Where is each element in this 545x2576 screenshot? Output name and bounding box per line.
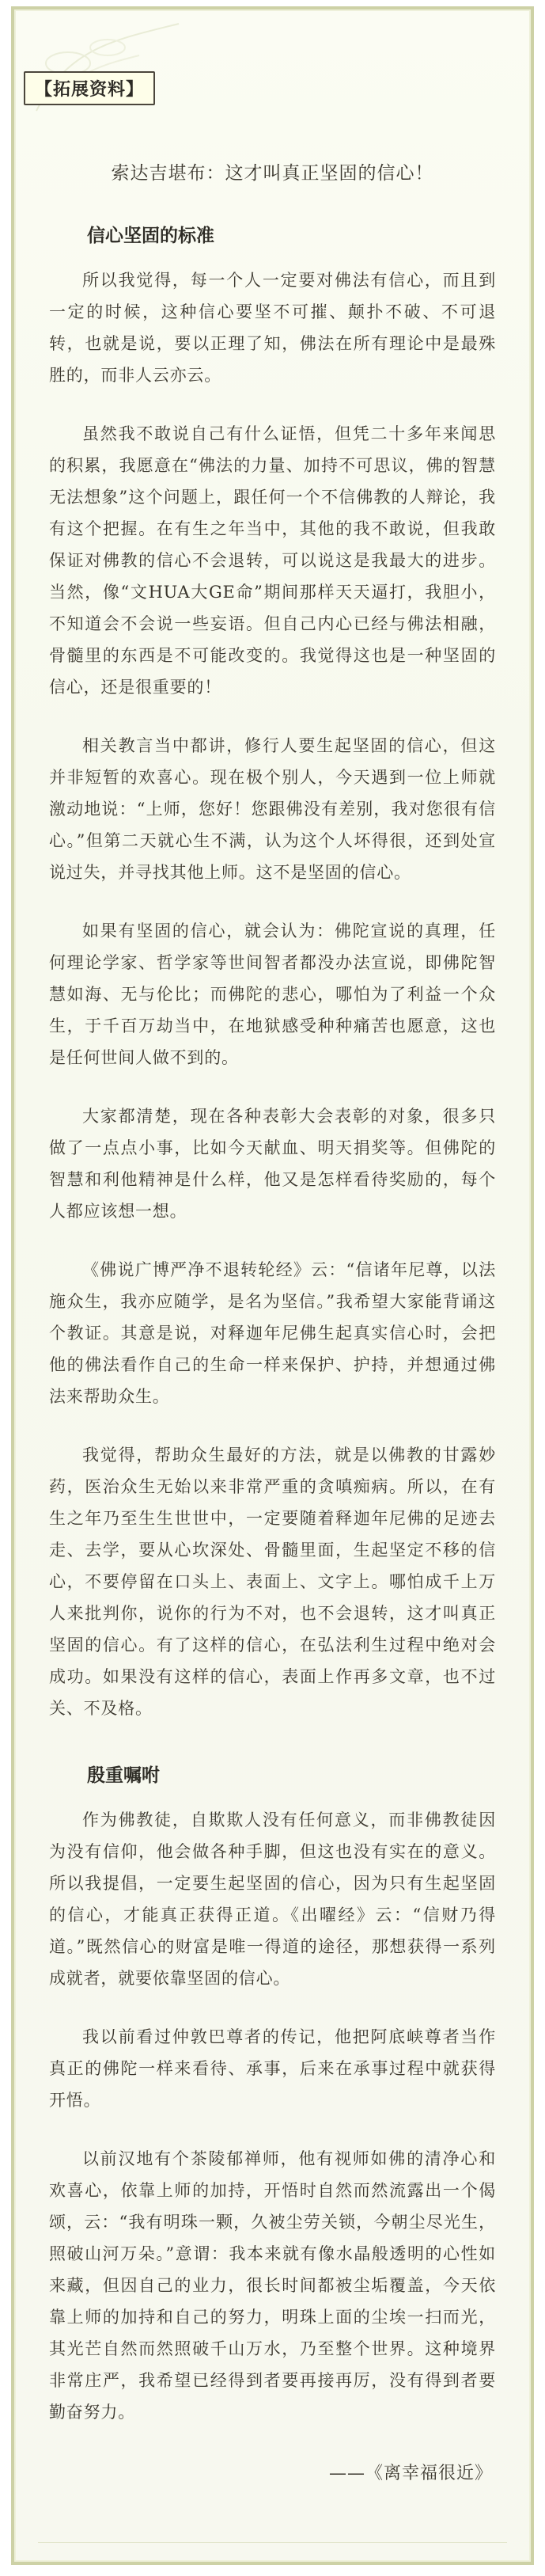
article-card (11, 6, 534, 2565)
section-earnest-advice (49, 1761, 496, 2428)
section-firm-faith (49, 221, 496, 1724)
divider (38, 2542, 507, 2543)
paragraph: 作为佛教徒，自欺欺人没有任何意义，而非佛教徒因为没有信仰，他会做各种手脚，但这也没有实在的意义。所以我提倡，一定要生起坚固的信心，因为只有生起坚固的信心，才能真正获得正道。《出曜经》云：“信财乃得道。”既然信心的财富是唯一得道的途径，那想获得一系列成就者，就要依靠坚固的信心。 (49, 1810, 496, 1988)
article-title: 索达吉堪布：这才叫真正坚固的信心！ (111, 163, 434, 184)
paragraph: 相关教言当中都讲，修行人要生起坚固的信心，但这并非短暂的欢喜心。现在极个别人，今天遇到一位上师就激动地说：“上师，您好！您跟佛没有差别，我对您很有信心。”但第二天就心生不满，认为这个人坏得很，还到处宣说过失，并寻找其他上师。这不是坚固的信心。 (49, 736, 496, 882)
section-heading: 殷重嘱咐 (87, 1765, 160, 1786)
section-heading: 信心坚固的标准 (87, 226, 214, 246)
paragraph: 虽然我不敢说自己有什么证悟，但凭二十多年来闻思的积累，我愿意在“佛法的力量、加持不可思议，佛的智慧无法想象”这个问题上，跟任何一个不信佛教的人辩论，我有这个把握。在有生之年当中，其他的我不敢说，但我敢保证对佛教的信心不会退转，可以说这是我最大的进步。当然，像“文HUA大GE命”期间那样天天逼打，我胆小，不知道会不会说一些妄语。但自己内心已经与佛法相融，骨髓里的东西是不可能改变的。我觉得这也是一种坚固的信心，还是很重要的！ (49, 424, 496, 697)
paragraph: 以前汉地有个茶陵郁禅师，他有视师如佛的清净心和欢喜心，依靠上师的加持，开悟时自然而然流露出一个偈颂，云：“我有明珠一颗，久被尘劳关锁，今朝尘尽光生，照破山河万朵。”意谓：我本来就有像水晶般透明的心性如来藏，但因自己的业力，很长时间都被尘垢覆盖，今天依靠上师的加持和自己的努力，明珠上面的尘埃一扫而光，其光芒自然而然照破千山万水，乃至整个世界。这种境界非常庄严，我希望已经得到者要再接再厉，没有得到者要勤奋努力。 (49, 2149, 496, 2422)
source-signature: ——《离幸福很近》 (328, 2464, 493, 2483)
paragraph: 我以前看过仲敦巴尊者的传记，他把阿底峡尊者当作真正的佛陀一样来看待、承事，后来在承事过程中就获得开悟。 (49, 2027, 496, 2110)
paragraph: 所以我觉得，每一个人一定要对佛法有信心，而且到一定的时候，这种信心要坚不可摧、颠扑不破、不可退转，也就是说，要以正理了知，佛法在所有理论中是最殊胜的，而非人云亦云。 (49, 271, 496, 385)
extension-material-tag: 【拓展资料】 (24, 71, 155, 105)
page (0, 6, 545, 2576)
paragraph: 大家都清楚，现在各种表彰大会表彰的对象，很多只做了一点点小事，比如今天献血、明天捐奖等。但佛陀的智慧和利他精神是什么样，他又是怎样看待奖励的，每个人都应该想一想。 (49, 1107, 496, 1221)
paragraph: 《佛说广博严净不退转轮经》云：“信诸年尼尊，以法施众生，我亦应随学，是名为坚信。”我希望大家能背诵这个教证。其意是说，对释迦年尼佛生起真实信心时，会把他的佛法看作自己的生命一样来保护、护持，并想通过佛法来帮助众生。 (49, 1260, 496, 1406)
paragraph: 如果有坚固的信心，就会认为：佛陀宣说的真理，任何理论学家、哲学家等世间智者都没办法宣说，即佛陀智慧如海、无与伦比；而佛陀的悲心，哪怕为了利益一个众生，于千百万劫当中，在地狱感受种种痛苦也愿意，这也是任何世间人做不到的。 (49, 921, 496, 1067)
paragraph: 我觉得，帮助众生最好的方法，就是以佛教的甘露妙药，医治众生无始以来非常严重的贪嗔痴病。所以，在有生之年乃至生生世世中，一定要随着释迦年尼佛的足迹去走、去学，要从心坎深处、骨髓里面，生起坚定不移的信心，不要停留在口头上、表面上、文字上。哪怕成千上万人来批判你，说你的行为不对，也不会退转，这才叫真正坚固的信心。有了这样的信心，在弘法利生过程中绝对会成功。如果没有这样的信心，表面上作再多文章，也不过关、不及格。 (49, 1446, 496, 1718)
